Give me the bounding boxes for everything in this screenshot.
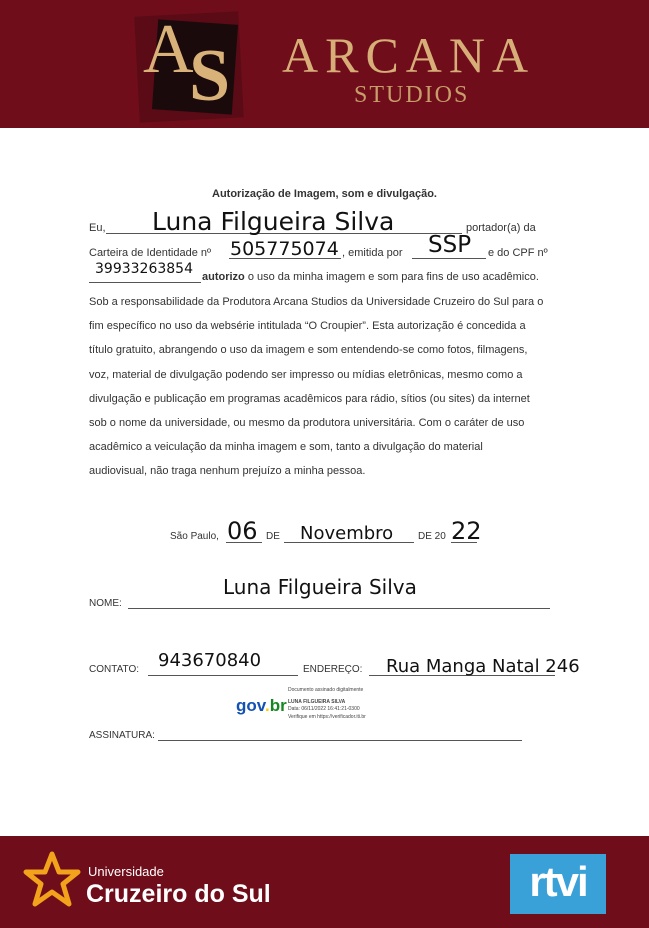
paragraph-line: título gratuito, abrangendo o uso da imagem e som entendendo-se como fotos, filmagens,: [89, 344, 528, 357]
cpf-underline: [89, 282, 201, 283]
university-label: Universidade: [88, 864, 164, 879]
paragraph-line: sob o nome da universidade, ou mesmo da produtora universitária. Com o caráter de uso: [89, 417, 525, 430]
de-label-2: DE 20: [418, 531, 446, 542]
cruzeiro-star-icon: [22, 850, 82, 910]
arcana-logo: [137, 11, 241, 120]
cpf-label: e do CPF nº: [488, 247, 548, 259]
rtvi-text: rtvi: [529, 858, 587, 905]
issuer-handwritten: SSP: [428, 232, 472, 258]
paragraph-line: acadêmico a veiculação da minha imagem e som, tanto a divulgação do material: [89, 441, 483, 454]
govbr-br: br: [269, 696, 287, 715]
autorizo-bold: autorizo: [202, 271, 245, 283]
govbr-logo: [236, 696, 287, 716]
assinatura-label: ASSINATURA:: [89, 730, 155, 741]
stamp-line-4: Verifique em https://verificador.iti.br: [288, 714, 366, 720]
footer-banner: [0, 836, 649, 928]
logo-letter-s: S: [189, 35, 231, 117]
year-handwritten: 22: [451, 517, 482, 545]
de-label-1: DE: [266, 531, 280, 542]
rtvi-logo: [510, 854, 606, 914]
rg-handwritten: 505775074: [230, 238, 339, 260]
stamp-line-3: Data: 06/11/2022 16:41:21-0300: [288, 706, 360, 712]
endereco-label: ENDEREÇO:: [303, 664, 363, 675]
paragraph-line: divulgação e publicação em programas acadêmicos para rádio, sítios (ou sites) da internet: [89, 392, 530, 405]
assinatura-underline: [158, 740, 522, 741]
endereco-handwritten: Rua Manga Natal 246: [386, 656, 580, 677]
brand-subtitle: STUDIOS: [354, 82, 470, 108]
contato-underline: [148, 675, 298, 676]
carteira-label: Carteira de Identidade nº: [89, 247, 212, 259]
city-label: São Paulo,: [170, 531, 219, 542]
name-handwritten: Luna Filgueira Silva: [152, 207, 395, 236]
paragraph-line: audiovisual, não traga nenhum prejuízo a minha pessoa.: [89, 465, 366, 478]
paragraph-line: fim específico no uso da websérie intitulada “O Croupier”. Esta autorização é concedida a: [89, 320, 526, 333]
portador-text: portador(a) da: [466, 222, 536, 234]
nome-underline: [128, 608, 550, 609]
autorizo-line: [202, 271, 539, 283]
nome-label: NOME:: [89, 598, 122, 609]
document-title: Autorização de Imagem, som e divulgação.: [212, 188, 437, 200]
header-banner: [0, 0, 649, 128]
govbr-dot: .: [264, 696, 270, 715]
day-handwritten: 06: [227, 517, 258, 545]
stamp-line-2: LUNA FILGUEIRA SILVA: [288, 699, 346, 705]
university-name: Cruzeiro do Sul: [86, 880, 271, 908]
contato-label: CONTATO:: [89, 664, 139, 675]
govbr-gov: gov: [236, 696, 265, 715]
stamp-line-1: Documento assinado digitalmente: [288, 687, 364, 693]
nome-handwritten: Luna Filgueira Silva: [223, 575, 417, 599]
brand-name: ARCANA: [282, 27, 536, 83]
emitida-text: , emitida por: [342, 247, 403, 259]
cpf-handwritten: 39933263854: [95, 261, 193, 277]
month-handwritten: Novembro: [300, 523, 394, 544]
paragraph-line: Sob a responsabilidade da Produtora Arcana Studios da Universidade Cruzeiro do Sul para o: [89, 296, 544, 308]
authorization-paragraph: [89, 290, 589, 484]
autorizo-rest: o uso da minha imagem e som para fins de uso acadêmico.: [244, 271, 539, 283]
contato-handwritten: 943670840: [158, 650, 262, 671]
logo-letter-a: A: [143, 11, 194, 88]
eu-label: Eu,: [89, 222, 106, 234]
paragraph-line: voz, material de divulgação podendo ser impresso ou mídias eletrônicas, mesmo como a: [89, 368, 523, 381]
issuer-underline: [412, 258, 486, 259]
